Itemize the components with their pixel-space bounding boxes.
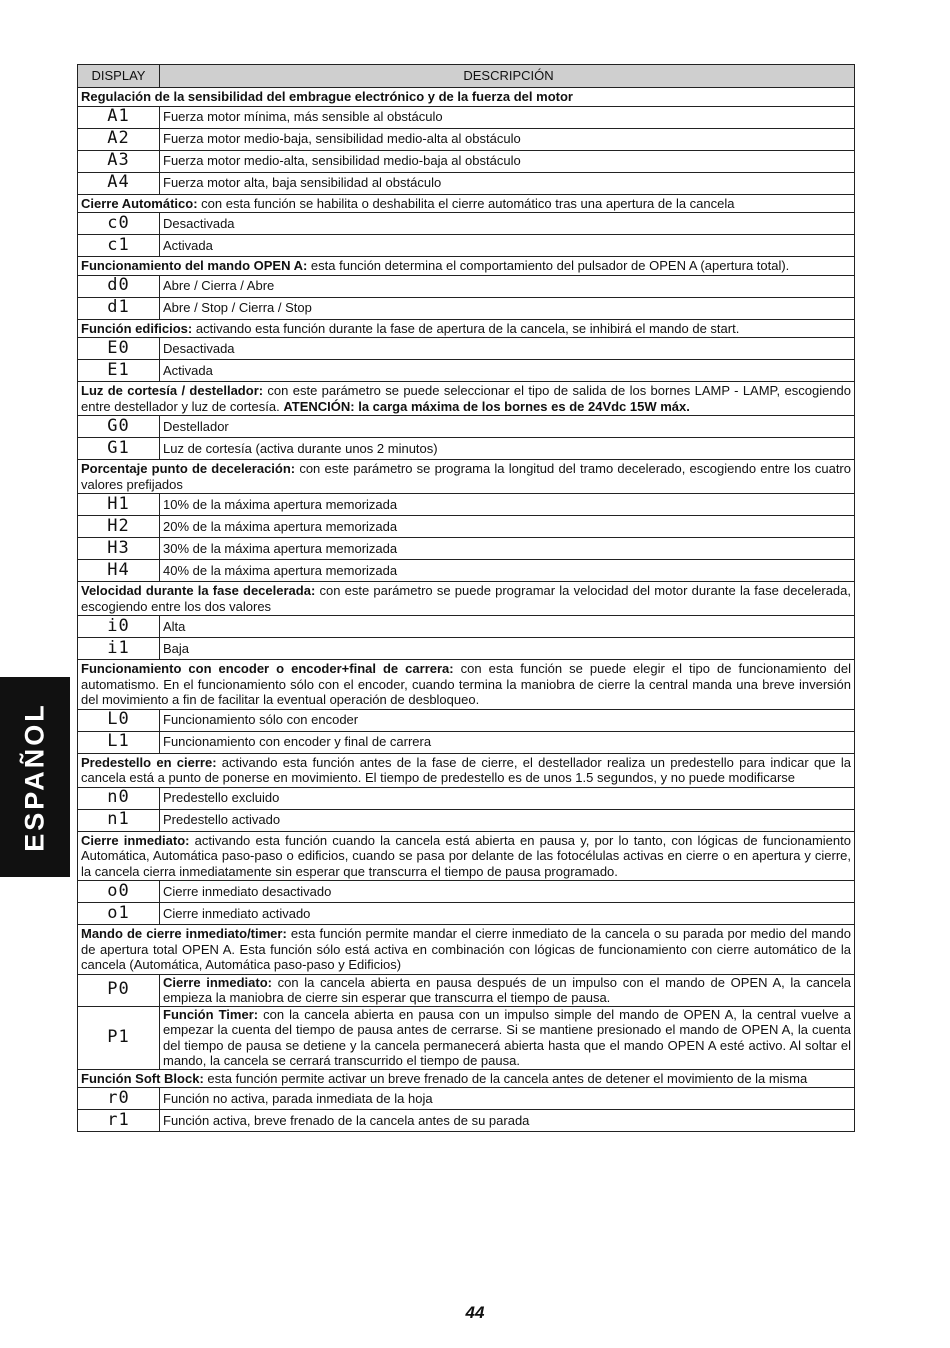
display-code: o1 <box>78 903 160 925</box>
section-description <box>78 319 855 338</box>
display-code: P1 <box>78 1006 160 1069</box>
section-description <box>78 925 855 975</box>
option-title: Función Timer: <box>163 1006 259 1022</box>
section-title: Mando de cierre inmediato/timer: <box>81 926 287 941</box>
option-row <box>78 1110 855 1132</box>
option-text: Abre / Stop / Cierra / Stop <box>163 300 312 316</box>
option-text: Función activa, breve frenado de la cancela antes de su parada <box>163 1112 530 1128</box>
section-row <box>78 753 855 787</box>
option-row <box>78 172 855 194</box>
option-description <box>160 213 855 235</box>
display-code: A1 <box>78 106 160 128</box>
section-text: esta función permite activar un breve frenado de la cancela antes de detener el movimiento de la misma <box>203 1070 808 1086</box>
section-row <box>78 831 855 881</box>
section-title: Funcionamiento del mando OPEN A: <box>81 258 308 273</box>
option-row <box>78 235 855 257</box>
option-description <box>160 516 855 538</box>
section-description <box>78 1069 855 1088</box>
display-code: d0 <box>78 275 160 297</box>
option-title: Cierre inmediato: <box>163 974 272 990</box>
display-code: A3 <box>78 150 160 172</box>
option-description <box>160 616 855 638</box>
option-row <box>78 213 855 235</box>
option-row <box>78 538 855 560</box>
option-description <box>160 128 855 150</box>
section-title: Porcentaje punto de deceleración: <box>81 461 296 476</box>
display-code: A4 <box>78 172 160 194</box>
display-code: A2 <box>78 128 160 150</box>
section-title: Velocidad durante la fase decelerada: <box>81 583 316 598</box>
option-description <box>160 438 855 460</box>
parameter-table <box>77 64 855 1132</box>
option-row <box>78 560 855 582</box>
option-row <box>78 150 855 172</box>
language-tab-label: ESPAÑOL <box>19 702 50 852</box>
option-text: Alta <box>163 618 186 634</box>
display-code: P0 <box>78 974 160 1006</box>
option-text: Cierre inmediato desactivado <box>163 883 332 899</box>
option-row <box>78 881 855 903</box>
section-description <box>78 257 855 276</box>
section-text: activando esta función cuando la cancela está abierta en pausa y, por lo tanto, con lógicas de funcionamiento Automática, Automática paso-paso o edificios, cuando se pasa por delante de las fotocélulas activas en cierre o en apertura y cierre, la cancela cierra inmediatamente sin esperar que transcurra el tiempo de pausa programado. <box>81 832 851 879</box>
option-text: Desactivada <box>163 215 235 231</box>
section-title: Cierre inmediato: <box>81 832 190 848</box>
option-text: Destellador <box>163 418 229 434</box>
option-row <box>78 974 855 1006</box>
option-description <box>160 1088 855 1110</box>
option-row <box>78 416 855 438</box>
option-description <box>160 338 855 360</box>
section-row <box>78 660 855 710</box>
section-row <box>78 194 855 213</box>
option-description <box>160 275 855 297</box>
section-row <box>78 582 855 616</box>
section-row <box>78 460 855 494</box>
option-text: Fuerza motor medio-baja, sensibilidad medio-alta al obstáculo <box>163 131 521 147</box>
display-code: i1 <box>78 638 160 660</box>
option-text: Fuerza motor alta, baja sensibilidad al obstáculo <box>163 175 442 191</box>
option-description <box>160 235 855 257</box>
option-text: Fuerza motor mínima, más sensible al obstáculo <box>163 109 443 125</box>
option-description <box>160 709 855 731</box>
section-text: con esta función se habilita o deshabilita el cierre automático tras una apertura de la cancela <box>197 195 735 211</box>
display-code: H4 <box>78 560 160 582</box>
option-row <box>78 638 855 660</box>
option-text: Predestello activado <box>163 812 281 828</box>
option-text: 10% de la máxima apertura memorizada <box>163 496 398 512</box>
option-description <box>160 974 855 1006</box>
option-description <box>160 638 855 660</box>
option-row <box>78 1006 855 1069</box>
option-text: Fuerza motor medio-alta, sensibilidad medio-baja al obstáculo <box>163 153 521 169</box>
section-row <box>78 319 855 338</box>
option-text: Predestello excluido <box>163 790 280 806</box>
option-row <box>78 903 855 925</box>
section-title: Función Soft Block: <box>81 1070 204 1086</box>
option-row <box>78 360 855 382</box>
option-description <box>160 360 855 382</box>
option-text: Desactivada <box>163 340 235 356</box>
option-description <box>160 416 855 438</box>
option-description <box>160 494 855 516</box>
display-code: H2 <box>78 516 160 538</box>
section-title: Regulación de la sensibilidad del embrague electrónico y de la fuerza del motor <box>81 89 573 104</box>
display-code: c1 <box>78 235 160 257</box>
option-description <box>160 903 855 925</box>
option-row <box>78 106 855 128</box>
section-text: con este parámetro se programa la longitud del tramo decelerado, escogiendo entre los cuatro valores prefijados <box>81 461 851 492</box>
option-row <box>78 128 855 150</box>
display-code: H1 <box>78 494 160 516</box>
option-text: 20% de la máxima apertura memorizada <box>163 518 398 534</box>
display-code: r0 <box>78 1088 160 1110</box>
section-text: activando esta función antes de la fase de cierre, el destellador realiza un predestello para indicar que la cancela está a punto de ponerse en movimiento. El tiempo de predestello es de unos 1.5 segundos, y no puede modificarse <box>81 754 852 785</box>
section-title: Funcionamiento con encoder o encoder+final de carrera: <box>81 661 454 676</box>
page-number: 44 <box>465 1303 485 1322</box>
option-row <box>78 516 855 538</box>
option-description <box>160 297 855 319</box>
option-description <box>160 1006 855 1069</box>
section-warning: ATENCIÓN: la carga máxima de los bornes es de 24Vdc 15W máx. <box>283 398 690 414</box>
option-row <box>78 1088 855 1110</box>
display-code: L0 <box>78 709 160 731</box>
section-description <box>78 194 855 213</box>
option-description <box>160 1110 855 1132</box>
display-column-header: DISPLAY <box>78 65 160 88</box>
section-text: esta función permite mandar el cierre inmediato de la cancela o su parada por medio del mando de apertura total OPEN A. Esta función sólo está activa en combinación con lógicas de funcionamiento con cierre automático de la cancela (Automática, Automática paso-paso y Edificios) <box>81 926 851 972</box>
option-text: Funcionamiento con encoder y final de carrera <box>163 734 432 750</box>
option-row <box>78 338 855 360</box>
display-code: d1 <box>78 297 160 319</box>
option-description <box>160 560 855 582</box>
display-code: E0 <box>78 338 160 360</box>
display-code: H3 <box>78 538 160 560</box>
display-code: n1 <box>78 809 160 831</box>
option-text: Luz de cortesía (activa durante unos 2 minutos) <box>163 440 438 456</box>
option-description <box>160 538 855 560</box>
section-row <box>78 382 855 416</box>
option-row <box>78 787 855 809</box>
table-body <box>78 88 855 1132</box>
option-text: Abre / Cierra / Abre <box>163 278 275 294</box>
display-code: i0 <box>78 616 160 638</box>
option-description <box>160 172 855 194</box>
option-text: con la cancela abierta en pausa después de un impulso con el mando de OPEN A, la cancela empieza la maniobra de cierre sin esperar que transcurra el tiempo de pausa. <box>163 974 852 1005</box>
display-code: r1 <box>78 1110 160 1132</box>
section-row <box>78 257 855 276</box>
section-description <box>78 582 855 616</box>
option-description <box>160 809 855 831</box>
section-text: con este parámetro se puede programar la velocidad del motor durante la fase decelerada, escogiendo entre los dos valores <box>81 583 851 614</box>
section-description <box>78 382 855 416</box>
option-description <box>160 881 855 903</box>
option-text: Funcionamiento sólo con encoder <box>163 712 359 728</box>
display-code: G1 <box>78 438 160 460</box>
section-row <box>78 925 855 975</box>
section-title: Luz de cortesía / destellador: <box>81 383 264 398</box>
option-text: Activada <box>163 237 213 253</box>
display-code: n0 <box>78 787 160 809</box>
option-row <box>78 709 855 731</box>
option-text: Función no activa, parada inmediata de la hoja <box>163 1090 433 1106</box>
option-text: con la cancela abierta en pausa con un impulso simple del mando de OPEN A, la central vuelve a empezar la cuenta del tiempo de pausa antes de cerrarse. Si se mantiene presionado el mando de OPEN A, la cuenta del tiempo de pausa se detiene y la cancela permanecerá abierta hasta que el mando OPEN A esté activo. Al soltar el mando, la cancela se cerrará transcurrido el tiempo de pausa. <box>163 1006 851 1068</box>
section-text: con esta función se puede elegir el tipo de funcionamiento del automatismo. En el funcionamiento sólo con el encoder, cuando termina la maniobra de cierre la central manda una breve inversión del movimiento a fin de facilitar la eventual operación de desbloqueo. <box>81 661 851 707</box>
option-description <box>160 731 855 753</box>
section-title: Función edificios: <box>81 320 193 336</box>
display-code: E1 <box>78 360 160 382</box>
option-row <box>78 494 855 516</box>
section-description <box>78 460 855 494</box>
section-title: Predestello en cierre: <box>81 754 217 770</box>
display-code: o0 <box>78 881 160 903</box>
language-tab <box>0 677 70 877</box>
section-description <box>78 831 855 881</box>
option-row <box>78 438 855 460</box>
option-description <box>160 106 855 128</box>
section-row <box>78 88 855 107</box>
section-text: esta función determina el comportamiento del pulsador de OPEN A (apertura total). <box>307 258 790 273</box>
option-row <box>78 616 855 638</box>
display-code: L1 <box>78 731 160 753</box>
option-row <box>78 809 855 831</box>
display-code: G0 <box>78 416 160 438</box>
option-row <box>78 297 855 319</box>
option-description <box>160 150 855 172</box>
description-column-header: DESCRIPCIÓN <box>160 65 855 88</box>
option-text: 40% de la máxima apertura memorizada <box>163 562 398 578</box>
option-text: 30% de la máxima apertura memorizada <box>163 540 398 556</box>
section-row <box>78 1069 855 1088</box>
table-header-row <box>78 65 855 88</box>
option-row <box>78 275 855 297</box>
section-description <box>78 753 855 787</box>
option-description <box>160 787 855 809</box>
section-title: Cierre Automático: <box>81 195 198 211</box>
section-description <box>78 660 855 710</box>
option-text: Activada <box>163 362 213 378</box>
section-description <box>78 88 855 107</box>
display-code: c0 <box>78 213 160 235</box>
option-text: Baja <box>163 640 190 656</box>
option-text: Cierre inmediato activado <box>163 905 311 921</box>
section-text: con este parámetro se puede seleccionar el tipo de salida de los bornes LAMP - LAMP, escogiendo entre destellador y luz de cortesía. <box>81 383 852 414</box>
option-row <box>78 731 855 753</box>
section-text: activando esta función durante la fase de apertura de la cancela, se inhibirá el mando de start. <box>192 320 740 336</box>
